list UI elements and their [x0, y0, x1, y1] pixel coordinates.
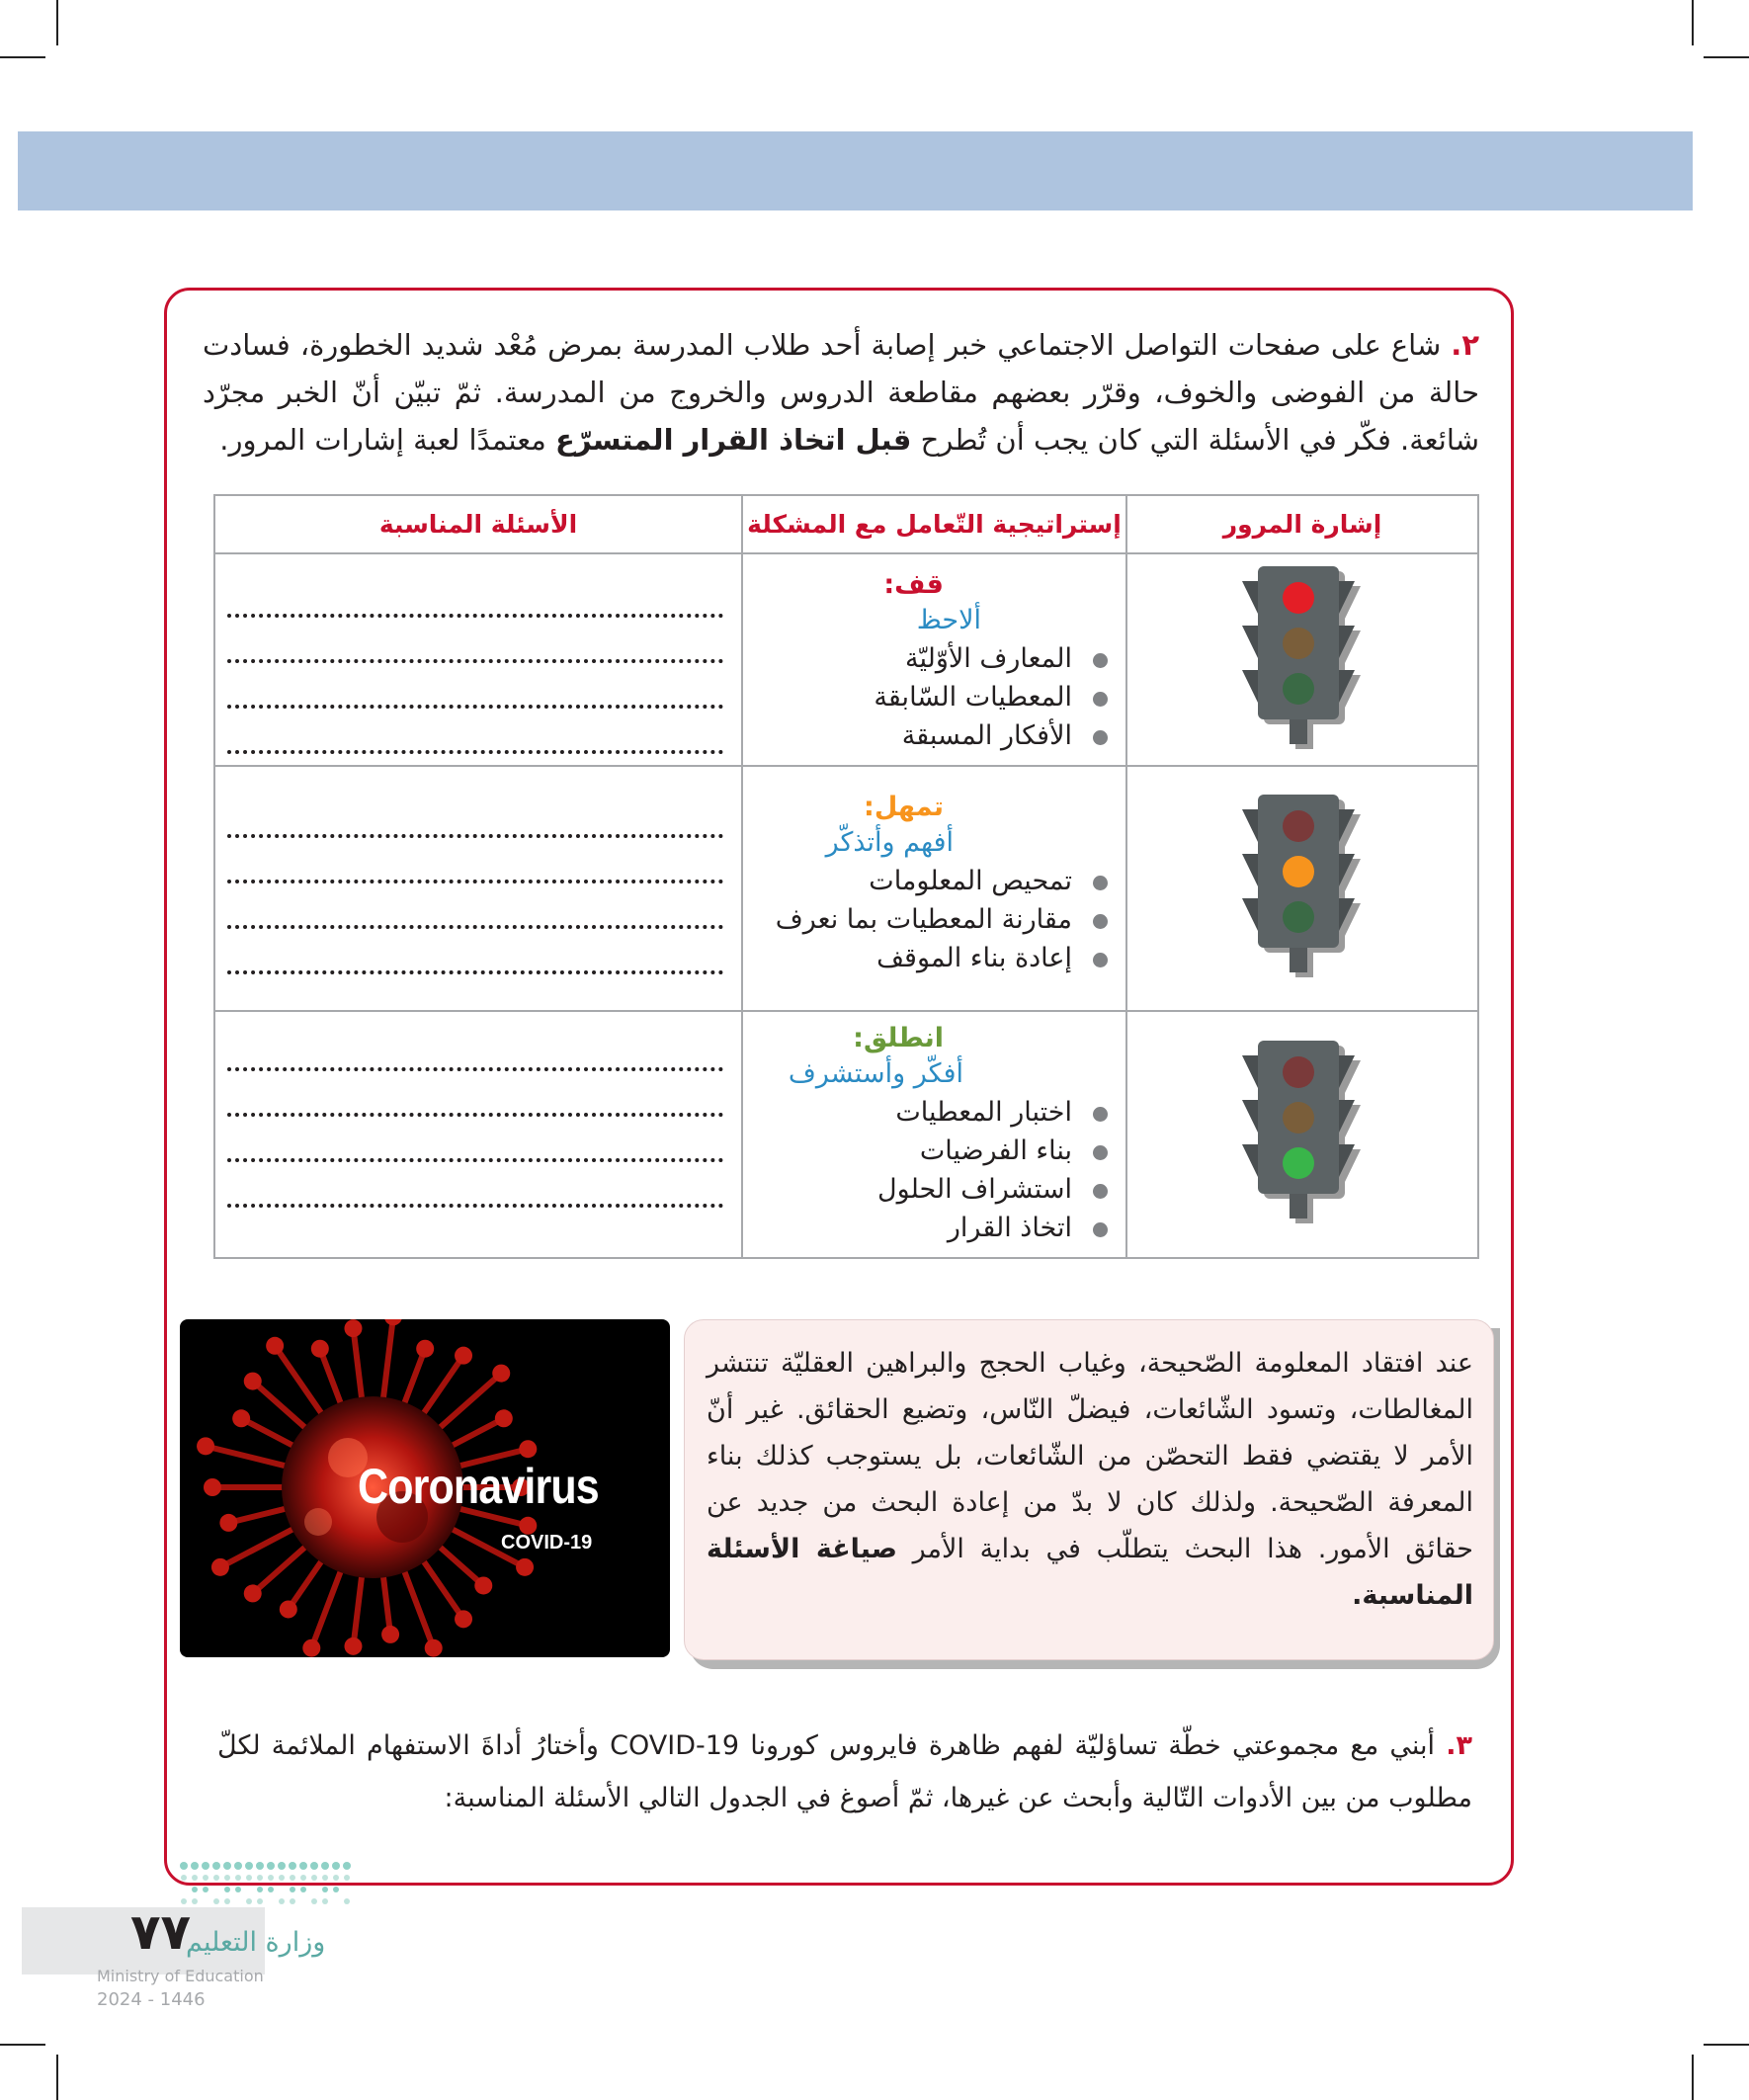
- info-box: [684, 1319, 1494, 1660]
- table-row: [214, 553, 1478, 766]
- crop-mark: [56, 0, 58, 45]
- answer-cell: [214, 766, 742, 1011]
- strategy-subtitle: أفهم وأتذكّر: [825, 827, 954, 858]
- crop-mark: [1704, 56, 1749, 58]
- answer-line[interactable]: [227, 929, 723, 974]
- traffic-light-red-icon: [1238, 566, 1367, 754]
- coronavirus-subtitle: COVID-19: [501, 1532, 593, 1554]
- strategy-title: تمهل:: [864, 792, 944, 822]
- table-header-row: [214, 495, 1478, 553]
- header-band: [18, 131, 1693, 210]
- answer-line[interactable]: [227, 883, 723, 929]
- answer-line[interactable]: [227, 709, 723, 754]
- crop-mark: [56, 2055, 58, 2100]
- list-item: الأفكار المسبقة: [753, 716, 1072, 755]
- traffic-light-table: [213, 494, 1479, 1259]
- strategy-title: قف:: [883, 569, 944, 600]
- question-2-text-end: معتمدًا لعبة إشارات المرور.: [219, 423, 546, 457]
- strategy-cell: [742, 766, 1126, 1011]
- answer-cell: [214, 1011, 742, 1258]
- list-item: مقارنة المعطيات بما نعرف: [753, 900, 1072, 939]
- list-item: اختبار المعطيات: [753, 1093, 1072, 1132]
- info-box-bold: صياغة الأسئلة المناسبة.: [707, 1534, 1473, 1611]
- traffic-light-green-icon: [1238, 1041, 1367, 1228]
- ministry-name-english: Ministry of Education: [97, 1967, 264, 1985]
- question-3-number: ٣.: [1446, 1730, 1472, 1761]
- header-questions: الأسئلة المناسبة: [214, 495, 742, 553]
- crop-mark: [1692, 2055, 1694, 2100]
- answer-line[interactable]: [227, 663, 723, 709]
- list-item: إعادة بناء الموقف: [753, 939, 1072, 977]
- list-item: المعارف الأوّليّة: [753, 639, 1072, 678]
- list-item: اتخاذ القرار: [753, 1209, 1072, 1247]
- strategy-list: [753, 862, 1072, 977]
- edition-year: 2024 - 1446: [97, 1989, 206, 2010]
- table-row: [214, 766, 1478, 1011]
- strategy-title: انطلق:: [853, 1023, 944, 1053]
- page-number: ٧٧: [130, 1903, 192, 1961]
- answer-line[interactable]: [227, 793, 723, 838]
- question-2: [203, 321, 1479, 463]
- coronavirus-title: Coronavirus: [358, 1459, 599, 1514]
- list-item: تمحيص المعلومات: [753, 862, 1072, 900]
- crop-mark: [0, 2044, 45, 2046]
- traffic-light-cell: [1126, 1011, 1478, 1258]
- table-row: [214, 1011, 1478, 1258]
- answer-line[interactable]: [227, 1071, 723, 1117]
- crop-mark: [0, 56, 45, 58]
- strategy-subtitle: أفكّر وأستشرف: [788, 1058, 963, 1089]
- crop-mark: [1692, 0, 1694, 45]
- strategy-list: [753, 1093, 1072, 1247]
- strategy-list: [753, 639, 1072, 755]
- question-3-text: أبني مع مجموعتي خطّة تساؤليّة لفهم ظاهرة فايروس كورونا COVID-19 وأختارُ أداةَ الاستفهام الملائمة لكلّ مطلوب من بين الأدوات التّالية وأبحث عن غيرها، ثمّ أصوغ في الجدول التالي الأسئلة المناسبة:: [217, 1730, 1472, 1813]
- list-item: استشراف الحلول: [753, 1170, 1072, 1209]
- answer-line[interactable]: [227, 572, 723, 618]
- answer-line[interactable]: [227, 1026, 723, 1071]
- question-2-bold: قبل اتخاذ القرار المتسرّع: [555, 423, 912, 457]
- traffic-light-cell: [1126, 766, 1478, 1011]
- crop-mark: [1704, 2044, 1749, 2046]
- strategy-subtitle: ألاحظ: [916, 605, 981, 635]
- answer-line[interactable]: [227, 618, 723, 663]
- info-box-text: عند افتقاد المعلومة الصّحيحة، وغياب الحجج والبراهين العقليّة تنتشر المغالطات، وتسود الشّائعات، فيضلّ النّاس، وتضيع الحقائق. غير أنّ الأمر لا يقتضي فقط التحصّن من الشّائعات، بل يستوجب كذلك بناء المعرفة الصّحيحة. ولذلك كان لا بدّ من إعادة البحث من جديد عن حقائق الأمور. هذا البحث يتطلّب في بداية الأمر: [707, 1348, 1473, 1564]
- question-2-text: شاع على صفحات التواصل الاجتماعي خبر إصابة أحد طلاب المدرسة بمرض مُعْد شديد الخطورة، فسادت حالة من الفوضى والخوف، وقرّر بعضهم مقاطعة الدروس والخروج من المدرسة. ثمّ تبيّن أنّ الخبر مجرّد شائعة. فكّر في الأسئلة التي كان يجب أن تُطرح: [203, 328, 1479, 457]
- list-item: بناء الفرضيات: [753, 1132, 1072, 1170]
- question-3: [217, 1720, 1472, 1824]
- answer-cell: [214, 553, 742, 766]
- coronavirus-image: [180, 1319, 670, 1657]
- traffic-light-yellow-icon: [1238, 795, 1367, 982]
- ministry-name-arabic: وزارة التعليم: [186, 1927, 326, 1958]
- answer-line[interactable]: [227, 1162, 723, 1208]
- traffic-light-cell: [1126, 553, 1478, 766]
- question-2-number: ٢.: [1451, 328, 1480, 362]
- strategy-cell: [742, 1011, 1126, 1258]
- answer-line[interactable]: [227, 1117, 723, 1162]
- header-traffic-light: إشارة المرور: [1126, 495, 1478, 553]
- answer-line[interactable]: [227, 838, 723, 883]
- list-item: المعطيات السّابقة: [753, 678, 1072, 716]
- header-strategy: إستراتيجية التّعامل مع المشكلة: [742, 495, 1126, 553]
- strategy-cell: [742, 553, 1126, 766]
